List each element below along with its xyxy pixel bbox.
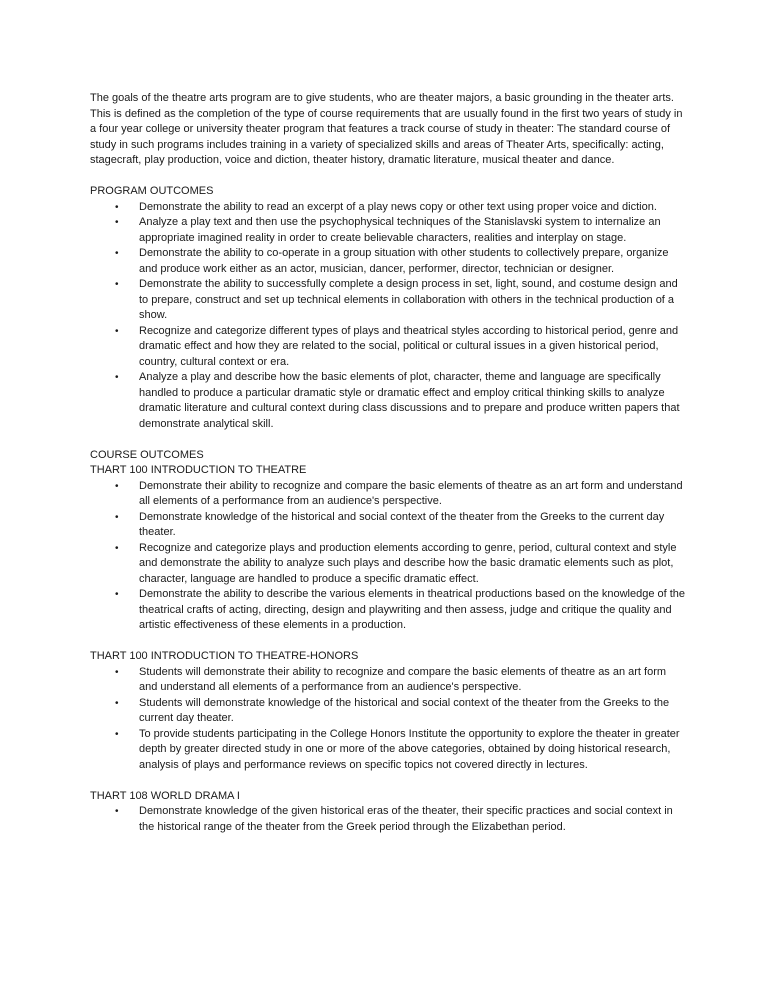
document-section [90,184,686,432]
bullet-icon: • [115,806,119,817]
bullet-item [90,246,686,277]
document-section [90,789,686,836]
bullet-icon: • [115,279,119,290]
bullet-icon: • [115,666,119,678]
bullet-item [90,215,686,246]
bullet-icon: • [115,542,119,554]
bullet-item [90,541,686,588]
bullet-item [90,510,686,541]
bullet-item [90,277,686,324]
bullet-icon: • [115,325,119,337]
document-section [90,448,686,634]
bullet-item [90,324,686,371]
bullet-icon: • [115,511,119,523]
section-heading: THART 100 INTRODUCTION TO THEATRE [90,464,307,476]
section-heading: THART 100 INTRODUCTION TO THEATRE-HONORS [90,650,359,662]
bullet-text: Recognize and categorize plays and production elements according to genre, period, cultural context and style and demonstrate the ability to analyze such plays and describe how the basic dramatic elements such as plot, character, language are handled to produce a specific dramatic effect. [139,541,677,585]
bullet-icon: • [115,728,119,740]
bullet-item [90,696,686,727]
section-heading: THART 108 WORLD DRAMA I [90,789,240,802]
bullet-icon: • [115,480,119,492]
bullet-text: Demonstrate the ability to co-operate in a group situation with other students to collectively prepare, organize and produce work either as an actor, musician, dancer, performer, director, technician or designer. [139,247,669,275]
bullet-list [90,200,686,433]
bullet-icon: • [115,697,119,709]
bullet-item [90,665,686,696]
bullet-text: Demonstrate knowledge of the given historical eras of the theater, their specific practices and social context in the historical range of the theater from the Greek period through the Elizabethan period. [139,805,673,833]
bullet-text: Demonstrate the ability to read an excerpt of a play news copy or other text using proper voice and diction. [139,200,657,213]
bullet-list [90,804,686,835]
bullet-item [90,479,686,510]
bullet-icon: • [115,372,119,383]
bullet-text: Recognize and categorize different types of plays and theatrical styles according to historical period, genre and dramatic effect and how they are related to the social, political or cultural issues in a given historical period, country, cultural context or era. [139,324,679,368]
bullet-text: Students will demonstrate their ability to recognize and compare the basic elements of theatre as an art form and understand all elements of a performance from an audience's perspective. [139,665,667,693]
bullet-text: Demonstrate the ability to describe the various elements in theatrical productions based on the knowledge of the theatrical crafts of acting, directing, design and playwriting and then assess, judge and critique the quality and artistic effectiveness of these elements in a production. [139,588,686,631]
bullet-text: Analyze a play and describe how the basic elements of plot, character, theme and language are specifically handled to produce a particular dramatic style or dramatic effect and employ critical thinking skills to analyze dramatic literature and cultural context during class discussions and to prepare and produce written papers that demonstrate analytical skill. [139,371,680,430]
bullet-list [90,665,686,774]
bullet-icon: • [115,217,119,228]
bullet-item [90,804,686,835]
bullet-icon: • [115,201,119,213]
document-page [90,91,686,835]
bullet-text: Demonstrate the ability to successfully complete a design process in set, light, sound, and costume design and to prepare, construct and set up technical elements in collaboration with others in the technical production of a show. [139,278,678,321]
bullet-text: Students will demonstrate knowledge of the historical and social context of the theater from the Greeks to the current day theater. [139,696,670,724]
bullet-icon: • [115,248,119,259]
section-heading: PROGRAM OUTCOMES [90,185,214,197]
bullet-text: Analyze a play text and then use the psychophysical techniques of the Stanislavski system to internalize an appropriate imagined reality in order to create believable characters, realities and interplay on stage. [139,216,661,244]
intro-paragraph: The goals of the theatre arts program are to give students, who are theater majors, a basic grounding in the theater arts. This is defined as the completion of the type of course requirements that are usually found in the first two years of study in a four year college or university theater program that features a track course of study in theater: The standard course of study in such programs includes training in a variety of specialized skills and areas of Theater Arts, specifically: acting, stagecraft, play production, voice and diction, theater history, dramatic literature, musical theater and dance. [90,92,683,166]
bullet-item [90,727,686,774]
bullet-item [90,587,686,634]
section-heading: COURSE OUTCOMES [90,448,204,461]
document-section [90,649,686,773]
bullet-text: Demonstrate their ability to recognize and compare the basic elements of theatre as an art form and understand all elements of a performance from an audience's perspective. [139,479,683,507]
sections [90,184,686,835]
bullet-text: Demonstrate knowledge of the historical and social context of the theater from the Greeks to the current day theater. [139,510,665,538]
bullet-list [90,479,686,634]
bullet-item [90,370,686,432]
bullet-icon: • [115,589,119,600]
bullet-text: To provide students participating in the College Honors Institute the opportunity to explore the theater in greater depth by greater directed study in one or more of the above categories, obtained by doing historical research, analysis of plays and performance reviews on specific topics not covered directly in lectures. [139,727,680,771]
bullet-item [90,200,686,216]
